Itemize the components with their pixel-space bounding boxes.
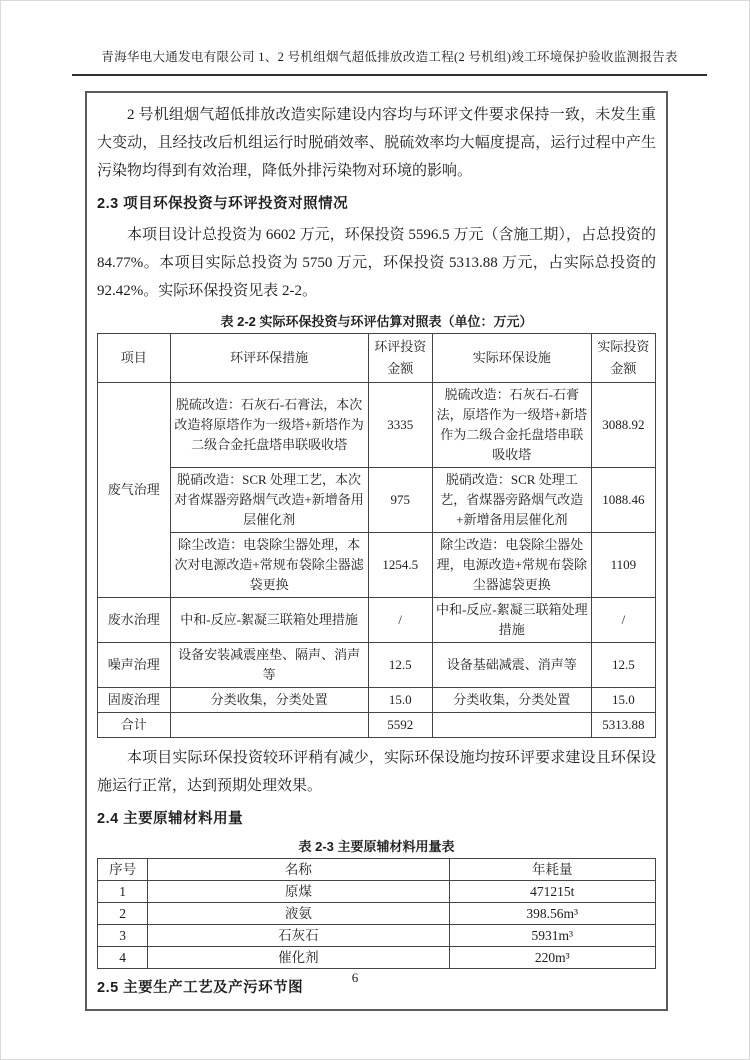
header-cell-eia-measure: 环评环保措施	[170, 334, 368, 383]
cell-category-solid-waste: 固废治理	[98, 688, 171, 713]
header-cell-name: 名称	[148, 859, 449, 881]
cell-actual-amount: 12.5	[591, 643, 655, 688]
cell-actual-facility: 中和-反应-絮凝三联箱处理措施	[432, 598, 591, 643]
cell-name: 石灰石	[148, 925, 449, 947]
cell-no: 2	[98, 903, 148, 925]
table-row-noise	[98, 643, 656, 688]
section-2-4-heading: 2.4 主要原辅材料用量	[97, 811, 244, 827]
table-row-total	[98, 713, 656, 738]
page-number: 6	[351, 970, 359, 985]
cell-category-noise: 噪声治理	[98, 643, 171, 688]
conclusion-paragraph: 本项目实际环保投资较环评稍有减少，实际环保设施均按环评要求建设且环保设施运行正常，达到预期处理效果。	[97, 750, 656, 794]
cell-annual: 471215t	[449, 881, 655, 903]
table-2-3-caption: 表 2-3 主要原辅材料用量表	[298, 839, 455, 854]
cell-eia-amount: 12.5	[368, 643, 432, 688]
cell-eia-measure: 脱硫改造：石灰石-石膏法，本次改造将原塔作为一级塔+新塔作为二级合金托盘塔串联吸收塔	[170, 383, 368, 468]
cell-actual-facility: 脱硫改造：石灰石-石膏法，原塔作为一级塔+新塔作为二级合金托盘塔串联吸收塔	[432, 383, 591, 468]
cell-eia-measure: 中和-反应-絮凝三联箱处理措施	[170, 598, 368, 643]
cell-eia-amount: 5592	[368, 713, 432, 738]
section-2-5-heading: 2.5 主要生产工艺及产污环节图	[97, 980, 304, 996]
table-row-liquid-ammonia	[98, 903, 656, 925]
cell-actual-amount: 1109	[591, 533, 655, 598]
header-cell-annual-consumption: 年耗量	[449, 859, 655, 881]
header-cell-no: 序号	[98, 859, 148, 881]
cell-eia-measure: 脱硝改造：SCR 处理工艺，本次对省煤器旁路烟气改造+新增备用层催化剂	[170, 468, 368, 533]
cell-eia-amount: 975	[368, 468, 432, 533]
cell-actual-facility	[432, 713, 591, 738]
cell-actual-facility: 设备基础减震、消声等	[432, 643, 591, 688]
cell-annual: 220m³	[449, 947, 655, 969]
table-2-2-investment-comparison	[97, 333, 656, 738]
cell-no: 4	[98, 947, 148, 969]
intro-paragraph: 2 号机组烟气超低排放改造实际建设内容均与环评文件要求保持一致，未发生重大变动，且经技改后机组运行时脱硝效率、脱硫效率均大幅度提高，运行过程中产生污染物均得到有效治理，降低外排污染物对环境的影响。	[97, 107, 656, 179]
table-2-2-header-row	[98, 334, 656, 383]
header-cell-category: 项目	[98, 334, 171, 383]
cell-name: 液氨	[148, 903, 449, 925]
table-row-wastewater	[98, 598, 656, 643]
cell-eia-measure: 除尘改造：电袋除尘器处理，本次对电源改造+常规布袋除尘器滤袋更换	[170, 533, 368, 598]
table-row-raw-coal	[98, 881, 656, 903]
table-2-2-caption: 表 2-2 实际环保投资与环评估算对照表（单位：万元）	[220, 314, 533, 329]
cell-annual: 398.56m³	[449, 903, 655, 925]
table-row-denitration	[98, 468, 656, 533]
cell-no: 3	[98, 925, 148, 947]
header-cell-actual-facility: 实际环保设施	[432, 334, 591, 383]
cell-eia-amount: 1254.5	[368, 533, 432, 598]
table-row-desulfurization	[98, 383, 656, 468]
cell-category-total: 合计	[98, 713, 171, 738]
cell-actual-facility: 除尘改造：电袋除尘器处理，电源改造+常规布袋除尘器滤袋更换	[432, 533, 591, 598]
cell-no: 1	[98, 881, 148, 903]
table-row-dust-removal	[98, 533, 656, 598]
cell-category-waste-gas: 废气治理	[98, 383, 171, 598]
content-box	[85, 91, 668, 1011]
cell-eia-measure: 分类收集，分类处置	[170, 688, 368, 713]
header-divider	[72, 74, 707, 76]
cell-name: 催化剂	[148, 947, 449, 969]
header-cell-actual-amount: 实际投资金额	[591, 334, 655, 383]
cell-eia-amount: /	[368, 598, 432, 643]
cell-eia-measure	[170, 713, 368, 738]
table-2-3-raw-materials	[97, 858, 656, 969]
table-row-solid-waste	[98, 688, 656, 713]
header-cell-eia-amount: 环评投资金额	[368, 334, 432, 383]
document-header-title: 青海华电大通发电有限公司 1、2 号机组烟气超低排放改造工程(2 号机组)竣工环境保护验收监测报告表	[101, 50, 678, 64]
cell-actual-amount: /	[591, 598, 655, 643]
table-row-limestone	[98, 925, 656, 947]
cell-annual: 5931m³	[449, 925, 655, 947]
cell-actual-amount: 15.0	[591, 688, 655, 713]
cell-eia-measure: 设备安装减震座垫、隔声、消声等	[170, 643, 368, 688]
cell-name: 原煤	[148, 881, 449, 903]
cell-category-wastewater: 废水治理	[98, 598, 171, 643]
cell-eia-amount: 15.0	[368, 688, 432, 713]
cell-actual-facility: 分类收集，分类处置	[432, 688, 591, 713]
table-2-3-header-row	[98, 859, 656, 881]
investment-paragraph: 本项目设计总投资为 6602 万元，环保投资 5596.5 万元（含施工期），占总投资的 84.77%。本项目实际总投资为 5750 万元，环保投资 5313.88 万元，占实际总投资的 92.42%。实际环保投资见表 2-2。	[97, 227, 656, 299]
cell-actual-facility: 脱硝改造：SCR 处理工艺，省煤器旁路烟气改造+新增备用层催化剂	[432, 468, 591, 533]
cell-eia-amount: 3335	[368, 383, 432, 468]
cell-actual-amount: 5313.88	[591, 713, 655, 738]
table-row-catalyst	[98, 947, 656, 969]
section-2-3-heading: 2.3 项目环保投资与环评投资对照情况	[97, 196, 349, 212]
cell-actual-amount: 1088.46	[591, 468, 655, 533]
cell-actual-amount: 3088.92	[591, 383, 655, 468]
